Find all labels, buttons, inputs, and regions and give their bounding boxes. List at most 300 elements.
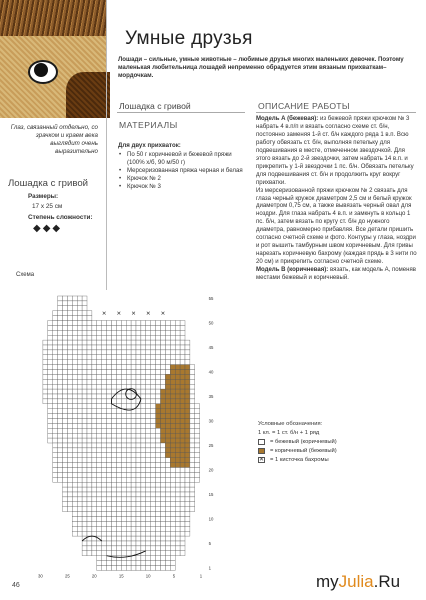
beige-stitch-cell [156, 512, 161, 517]
beige-stitch-cell [146, 428, 151, 433]
beige-stitch-cell [141, 453, 146, 458]
beige-stitch-cell [190, 502, 195, 507]
chart-title: Схема [16, 272, 35, 278]
beige-stitch-cell [175, 541, 180, 546]
beige-stitch-cell [156, 517, 161, 522]
beige-stitch-cell [63, 433, 68, 438]
beige-stitch-cell [131, 507, 136, 512]
beige-stitch-cell [77, 502, 82, 507]
beige-stitch-cell [77, 419, 82, 424]
beige-stitch-cell [121, 360, 126, 365]
beige-stitch-cell [107, 423, 112, 428]
beige-stitch-cell [195, 443, 200, 448]
beige-stitch-cell [170, 472, 175, 477]
beige-stitch-cell [141, 414, 146, 419]
beige-stitch-cell [185, 340, 190, 345]
beige-stitch-cell [131, 502, 136, 507]
photo-caption: Глаз, связанный отдельно, со зрачком и краем века выглядит очень выразительно [10, 124, 98, 155]
beige-stitch-cell [141, 517, 146, 522]
beige-stitch-cell [146, 365, 151, 370]
beige-stitch-cell [161, 453, 166, 458]
beige-stitch-cell [63, 360, 68, 365]
row-tick-label: 35 [208, 393, 214, 399]
brown-stitch-cell [175, 428, 180, 433]
beige-stitch-cell [112, 428, 117, 433]
beige-stitch-cell [77, 360, 82, 365]
beige-stitch-cell [116, 448, 121, 453]
beige-stitch-cell [126, 448, 131, 453]
beige-stitch-cell [116, 350, 121, 355]
brown-stitch-cell [180, 423, 185, 428]
beige-stitch-cell [92, 360, 97, 365]
beige-stitch-cell [136, 477, 141, 482]
beige-stitch-cell [102, 379, 107, 384]
beige-stitch-cell [141, 325, 146, 330]
beige-stitch-cell [175, 321, 180, 326]
beige-stitch-cell [67, 468, 72, 473]
beige-stitch-cell [77, 512, 82, 517]
beige-stitch-cell [151, 551, 156, 556]
beige-stitch-cell [58, 370, 63, 375]
beige-stitch-cell [116, 551, 121, 556]
beige-stitch-cell [63, 306, 68, 311]
beige-stitch-cell [87, 360, 92, 365]
beige-stitch-cell [107, 404, 112, 409]
beige-stitch-cell [107, 433, 112, 438]
materials-item: • Крючок № 2 [118, 175, 248, 183]
beige-stitch-cell [175, 531, 180, 536]
beige-stitch-cell [121, 468, 126, 473]
brown-stitch-cell [185, 389, 190, 394]
beige-stitch-cell [161, 458, 166, 463]
beige-stitch-cell [156, 492, 161, 497]
chart-legend [258, 420, 408, 465]
beige-stitch-cell [87, 374, 92, 379]
beige-stitch-cell [156, 551, 161, 556]
site-logo[interactable] [316, 572, 400, 592]
beige-stitch-cell [102, 370, 107, 375]
beige-stitch-cell [48, 355, 53, 360]
beige-stitch-cell [72, 526, 77, 531]
beige-stitch-cell [170, 546, 175, 551]
beige-stitch-cell [77, 463, 82, 468]
beige-stitch-cell [151, 379, 156, 384]
beige-stitch-cell [63, 374, 68, 379]
beige-stitch-cell [175, 536, 180, 541]
beige-stitch-cell [175, 487, 180, 492]
beige-stitch-cell [58, 399, 63, 404]
beige-stitch-cell [82, 296, 87, 301]
beige-stitch-cell [131, 438, 136, 443]
beige-stitch-cell [58, 355, 63, 360]
beige-stitch-cell [77, 330, 82, 335]
beige-stitch-cell [87, 546, 92, 551]
beige-stitch-cell [48, 379, 53, 384]
beige-stitch-cell [48, 350, 53, 355]
beige-stitch-cell [82, 502, 87, 507]
beige-stitch-cell [141, 497, 146, 502]
beige-stitch-cell [92, 321, 97, 326]
beige-stitch-cell [77, 472, 82, 477]
beige-stitch-cell [161, 541, 166, 546]
beige-stitch-cell [53, 370, 58, 375]
beige-stitch-cell [67, 414, 72, 419]
beige-stitch-cell [92, 384, 97, 389]
beige-stitch-cell [107, 551, 112, 556]
beige-stitch-cell [151, 458, 156, 463]
beige-stitch-cell [136, 468, 141, 473]
beige-stitch-cell [63, 335, 68, 340]
beige-stitch-cell [190, 389, 195, 394]
beige-stitch-cell [126, 394, 131, 399]
beige-stitch-cell [126, 340, 131, 345]
beige-stitch-cell [126, 423, 131, 428]
beige-stitch-cell [170, 507, 175, 512]
beige-stitch-cell [116, 487, 121, 492]
beige-stitch-cell [116, 526, 121, 531]
beige-stitch-cell [116, 423, 121, 428]
beige-stitch-cell [67, 458, 72, 463]
brown-stitch-cell [185, 394, 190, 399]
beige-stitch-cell [107, 531, 112, 536]
beige-stitch-cell [92, 521, 97, 526]
beige-stitch-cell [53, 340, 58, 345]
beige-stitch-cell [58, 443, 63, 448]
beige-stitch-cell [102, 350, 107, 355]
beige-stitch-cell [77, 374, 82, 379]
brown-stitch-cell [165, 379, 170, 384]
beige-stitch-cell [156, 531, 161, 536]
beige-stitch-cell [146, 468, 151, 473]
beige-stitch-cell [126, 487, 131, 492]
beige-stitch-cell [67, 350, 72, 355]
beige-stitch-cell [112, 389, 117, 394]
beige-stitch-cell [126, 335, 131, 340]
beige-stitch-cell [131, 531, 136, 536]
beige-stitch-cell [87, 482, 92, 487]
beige-stitch-cell [146, 340, 151, 345]
brown-stitch-cell [170, 404, 175, 409]
beige-stitch-cell [43, 384, 48, 389]
beige-stitch-cell [156, 384, 161, 389]
beige-stitch-cell [195, 414, 200, 419]
beige-stitch-cell [146, 419, 151, 424]
brown-stitch-cell [180, 384, 185, 389]
beige-stitch-cell [112, 497, 117, 502]
beige-stitch-cell [180, 546, 185, 551]
beige-stitch-cell [190, 463, 195, 468]
brown-stitch-cell [165, 389, 170, 394]
beige-stitch-cell [102, 399, 107, 404]
beige-stitch-cell [102, 472, 107, 477]
beige-stitch-cell [161, 340, 166, 345]
beige-stitch-cell [107, 472, 112, 477]
intro-text: Лошади – сильные, умные животные – любимые друзья многих маленьких девочек. Поэтому маленькая любительница лошадей непременно обрадуется этим вязаным прихваткам–мордочкам. [118, 56, 404, 80]
beige-stitch-cell [121, 566, 126, 571]
legend-item-fringe [258, 456, 408, 465]
beige-stitch-cell [58, 335, 63, 340]
beige-stitch-cell [97, 330, 102, 335]
beige-stitch-cell [121, 399, 126, 404]
beige-stitch-cell [116, 374, 121, 379]
fringe-mark [162, 312, 165, 315]
beige-stitch-cell [141, 502, 146, 507]
beige-stitch-cell [180, 502, 185, 507]
beige-stitch-cell [116, 502, 121, 507]
beige-stitch-cell [77, 335, 82, 340]
beige-stitch-cell [107, 502, 112, 507]
beige-stitch-cell [97, 497, 102, 502]
beige-stitch-cell [126, 350, 131, 355]
beige-stitch-cell [63, 443, 68, 448]
beige-stitch-cell [53, 360, 58, 365]
beige-stitch-cell [151, 497, 156, 502]
beige-stitch-cell [131, 335, 136, 340]
beige-stitch-cell [77, 370, 82, 375]
beige-stitch-cell [131, 419, 136, 424]
beige-stitch-cell [121, 345, 126, 350]
beige-stitch-cell [161, 330, 166, 335]
beige-stitch-cell [97, 556, 102, 561]
beige-stitch-cell [146, 433, 151, 438]
beige-stitch-cell [48, 370, 53, 375]
beige-stitch-cell [87, 443, 92, 448]
beige-stitch-cell [67, 321, 72, 326]
model-b-label: Модель В (коричневая): [256, 267, 329, 274]
beige-stitch-cell [131, 566, 136, 571]
beige-stitch-cell [161, 521, 166, 526]
beige-stitch-cell [67, 384, 72, 389]
beige-stitch-cell [112, 438, 117, 443]
beige-stitch-cell [121, 512, 126, 517]
beige-stitch-cell [141, 433, 146, 438]
beige-stitch-cell [185, 512, 190, 517]
beige-stitch-cell [146, 370, 151, 375]
beige-stitch-cell [53, 374, 58, 379]
beige-stitch-cell [165, 526, 170, 531]
beige-stitch-cell [107, 370, 112, 375]
beige-stitch-cell [151, 463, 156, 468]
beige-stitch-cell [141, 394, 146, 399]
beige-stitch-cell [102, 487, 107, 492]
beige-stitch-cell [156, 541, 161, 546]
beige-stitch-cell [82, 306, 87, 311]
beige-stitch-cell [161, 526, 166, 531]
beige-stitch-cell [156, 472, 161, 477]
beige-stitch-cell [126, 360, 131, 365]
beige-stitch-cell [146, 521, 151, 526]
beige-stitch-cell [107, 399, 112, 404]
beige-stitch-cell [121, 453, 126, 458]
beige-stitch-cell [53, 350, 58, 355]
beige-stitch-cell [102, 384, 107, 389]
beige-stitch-cell [53, 448, 58, 453]
beige-stitch-cell [156, 487, 161, 492]
beige-stitch-cell [156, 453, 161, 458]
beige-stitch-cell [175, 551, 180, 556]
beige-stitch-cell [175, 482, 180, 487]
beige-stitch-cell [87, 399, 92, 404]
beige-stitch-cell [112, 340, 117, 345]
beige-stitch-cell [102, 360, 107, 365]
beige-stitch-cell [112, 477, 117, 482]
beige-stitch-cell [136, 360, 141, 365]
beige-stitch-cell [161, 487, 166, 492]
row-tick-label: 15 [208, 491, 214, 497]
beige-stitch-cell [72, 531, 77, 536]
beige-stitch-cell [53, 453, 58, 458]
beige-stitch-cell [156, 428, 161, 433]
beige-stitch-cell [92, 453, 97, 458]
fringe-mark [117, 312, 120, 315]
beige-stitch-cell [77, 345, 82, 350]
beige-stitch-cell [77, 477, 82, 482]
brown-stitch-cell [180, 379, 185, 384]
beige-stitch-cell [131, 355, 136, 360]
beige-stitch-cell [102, 517, 107, 522]
brown-stitch-cell [170, 433, 175, 438]
beige-stitch-cell [58, 306, 63, 311]
beige-stitch-cell [67, 311, 72, 316]
beige-stitch-cell [97, 379, 102, 384]
beige-stitch-cell [63, 472, 68, 477]
beige-stitch-cell [161, 379, 166, 384]
beige-stitch-cell [67, 507, 72, 512]
beige-stitch-cell [53, 394, 58, 399]
beige-stitch-cell [136, 458, 141, 463]
beige-stitch-cell [141, 507, 146, 512]
beige-stitch-cell [63, 384, 68, 389]
beige-stitch-cell [112, 541, 117, 546]
beige-stitch-cell [102, 443, 107, 448]
beige-stitch-cell [97, 394, 102, 399]
beige-stitch-cell [131, 340, 136, 345]
beige-stitch-cell [53, 443, 58, 448]
beige-stitch-cell [131, 458, 136, 463]
beige-stitch-cell [77, 482, 82, 487]
beige-stitch-cell [175, 355, 180, 360]
beige-stitch-cell [151, 345, 156, 350]
beige-stitch-cell [77, 394, 82, 399]
beige-stitch-cell [67, 330, 72, 335]
brown-stitch-cell [170, 389, 175, 394]
beige-stitch-cell [146, 458, 151, 463]
beige-stitch-cell [107, 345, 112, 350]
beige-stitch-cell [87, 433, 92, 438]
beige-stitch-cell [72, 512, 77, 517]
beige-stitch-cell [67, 428, 72, 433]
beige-stitch-cell [165, 502, 170, 507]
beige-stitch-cell [131, 512, 136, 517]
beige-stitch-cell [92, 404, 97, 409]
beige-stitch-cell [77, 365, 82, 370]
legend-label: 1 кл. = 1 ст. б/н + 1 ряд [258, 430, 320, 436]
brown-stitch-cell [165, 374, 170, 379]
beige-stitch-cell [107, 458, 112, 463]
brown-stitch-cell [170, 414, 175, 419]
beige-stitch-cell [116, 414, 121, 419]
beige-stitch-cell [136, 419, 141, 424]
beige-stitch-cell [112, 492, 117, 497]
beige-stitch-cell [97, 438, 102, 443]
beige-stitch-cell [116, 453, 121, 458]
beige-stitch-cell [58, 330, 63, 335]
beige-stitch-cell [175, 472, 180, 477]
beige-stitch-cell [77, 531, 82, 536]
beige-stitch-cell [53, 477, 58, 482]
beige-stitch-cell [116, 443, 121, 448]
beige-stitch-cell [97, 360, 102, 365]
beige-stitch-cell [165, 321, 170, 326]
beige-stitch-cell [151, 546, 156, 551]
beige-stitch-cell [112, 321, 117, 326]
beige-stitch-cell [87, 468, 92, 473]
brown-stitch-cell [161, 419, 166, 424]
brown-stitch-cell [170, 365, 175, 370]
beige-stitch-cell [131, 561, 136, 566]
beige-stitch-cell [180, 517, 185, 522]
beige-stitch-cell [170, 345, 175, 350]
beige-stitch-cell [53, 379, 58, 384]
beige-stitch-cell [43, 365, 48, 370]
beige-stitch-cell [161, 477, 166, 482]
beige-stitch-cell [156, 335, 161, 340]
beige-stitch-cell [112, 468, 117, 473]
beige-stitch-cell [82, 512, 87, 517]
brown-stitch-cell [161, 389, 166, 394]
beige-stitch-cell [107, 330, 112, 335]
beige-stitch-cell [58, 394, 63, 399]
beige-stitch-cell [126, 536, 131, 541]
beige-stitch-cell [87, 517, 92, 522]
beige-stitch-cell [53, 423, 58, 428]
beige-stitch-cell [165, 556, 170, 561]
beige-stitch-cell [190, 507, 195, 512]
beige-stitch-cell [156, 458, 161, 463]
beige-stitch-cell [136, 541, 141, 546]
beige-stitch-cell [116, 536, 121, 541]
beige-stitch-cell [92, 531, 97, 536]
beige-stitch-cell [102, 423, 107, 428]
beige-stitch-cell [195, 472, 200, 477]
beige-stitch-cell [116, 379, 121, 384]
beige-stitch-cell [180, 482, 185, 487]
beige-stitch-cell [156, 389, 161, 394]
beige-stitch-cell [107, 507, 112, 512]
beige-stitch-cell [156, 321, 161, 326]
brown-stitch-cell [180, 394, 185, 399]
beige-stitch-cell [92, 477, 97, 482]
beige-stitch-cell [67, 502, 72, 507]
beige-stitch-cell [87, 370, 92, 375]
beige-stitch-cell [161, 443, 166, 448]
beige-stitch-cell [141, 438, 146, 443]
site-brand: Julia [338, 572, 374, 591]
beige-stitch-cell [72, 384, 77, 389]
beige-stitch-cell [63, 428, 68, 433]
beige-stitch-cell [92, 374, 97, 379]
beige-stitch-cell [116, 325, 121, 330]
beige-stitch-cell [146, 536, 151, 541]
beige-stitch-cell [121, 325, 126, 330]
beige-stitch-cell [58, 423, 63, 428]
beige-stitch-cell [165, 512, 170, 517]
beige-stitch-cell [195, 428, 200, 433]
beige-stitch-cell [77, 296, 82, 301]
beige-stitch-cell [97, 443, 102, 448]
beige-stitch-cell [170, 526, 175, 531]
beige-stitch-cell [146, 325, 151, 330]
